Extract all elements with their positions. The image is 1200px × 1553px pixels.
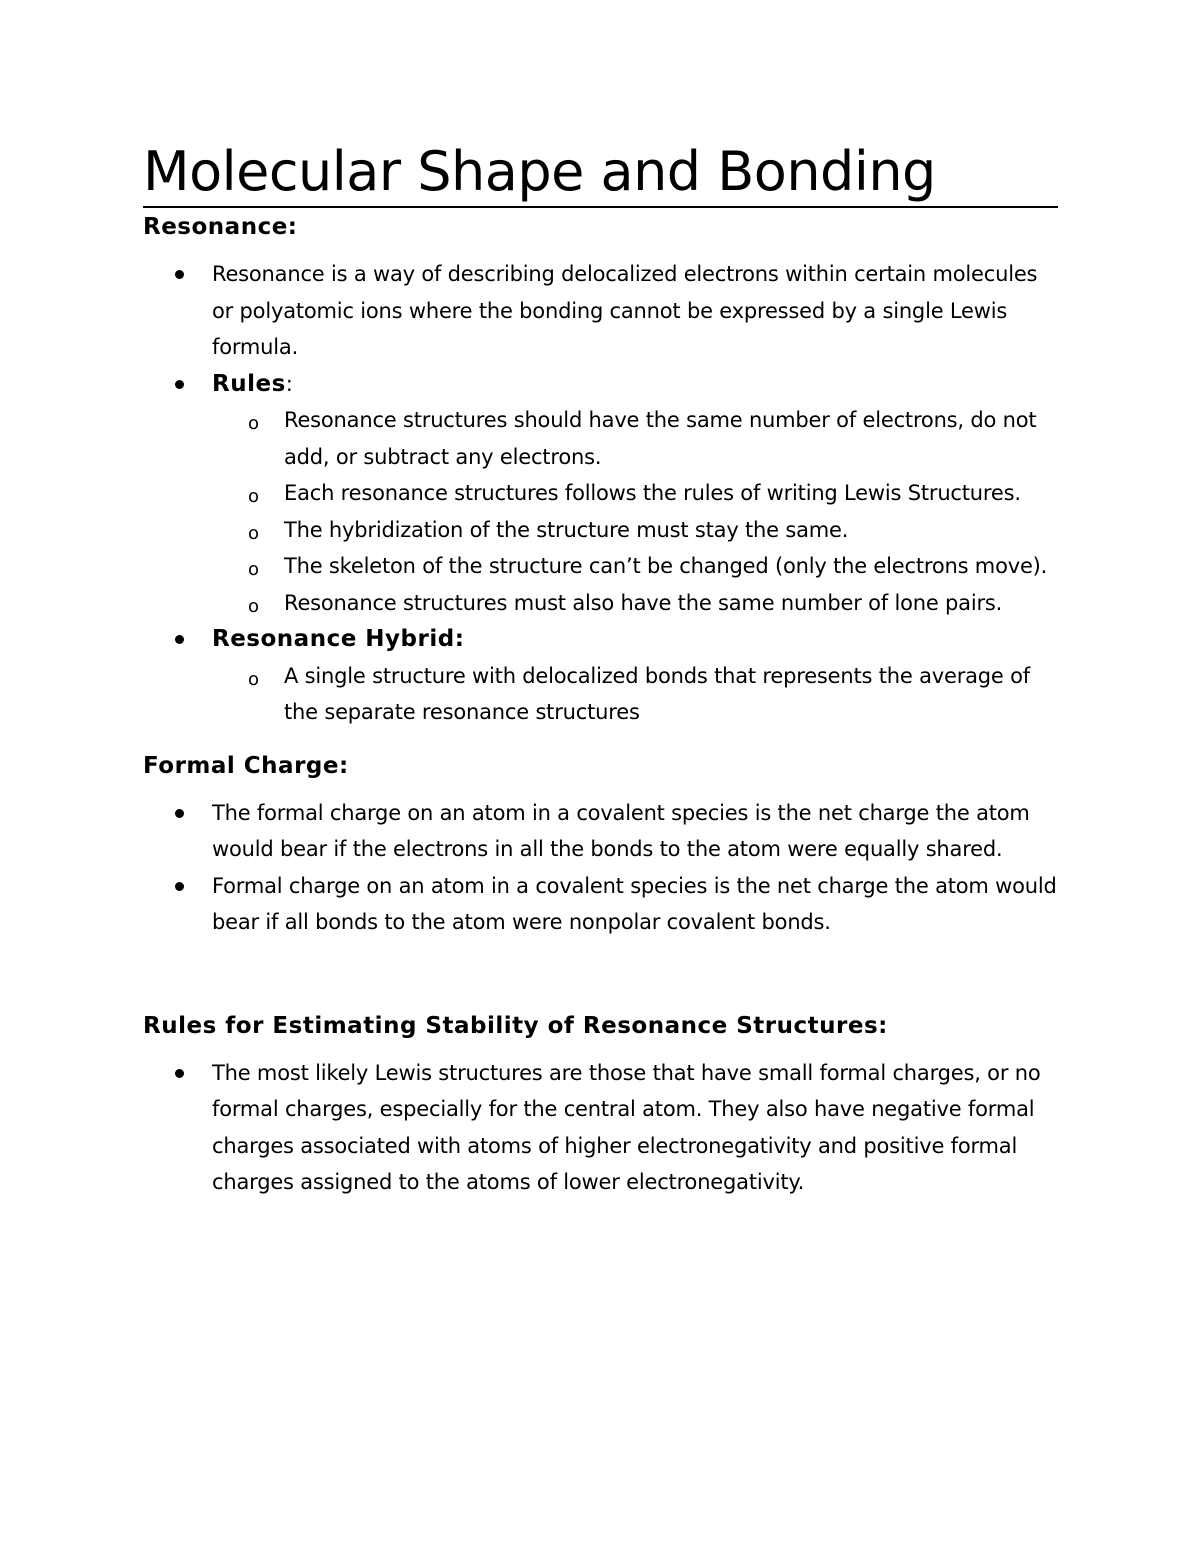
heading-stability-rules: Rules for Estimating Stability of Resonance Structures: <box>143 1012 888 1039</box>
list-item <box>143 366 1058 622</box>
list-item <box>143 795 1058 868</box>
rule-text: Each resonance structures follows the rules of writing Lewis Structures. <box>284 481 1021 505</box>
circle-bullet-icon: o <box>248 486 259 507</box>
formal-charge-list <box>143 795 1058 941</box>
list-item <box>212 548 1058 585</box>
resonance-intro-text: Resonance is a way of describing delocalized electrons within certain molecules or polyatomic ions where the bonding cannot be expressed by a single Lewis formula. <box>212 262 1038 359</box>
list-item <box>212 658 1058 731</box>
rules-sublist <box>212 402 1058 621</box>
circle-bullet-icon: o <box>248 595 259 617</box>
list-item <box>143 868 1058 941</box>
document-page <box>143 140 1058 1201</box>
page-title: Molecular Shape and Bonding <box>143 140 1058 208</box>
circle-bullet-icon: o <box>248 413 259 434</box>
circle-bullet-icon: o <box>248 522 259 544</box>
hybrid-sublist <box>212 658 1058 731</box>
rule-text: The hybridization of the structure must stay the same. <box>284 517 849 542</box>
circle-bullet-icon: o <box>248 559 259 580</box>
rule-text: Resonance structures must also have the same number of lone pairs. <box>284 590 1003 615</box>
formal-charge-text: The formal charge on an atom in a covalent species is the net charge the atom would bear if the electrons in all the bonds to the atom were equally shared. <box>212 800 1030 861</box>
rules-colon: : <box>285 371 293 396</box>
rule-text: The skeleton of the structure can’t be changed (only the electrons move). <box>284 554 1048 578</box>
list-item <box>212 585 1058 622</box>
bullet-icon <box>175 1069 184 1078</box>
hybrid-text: A single structure with delocalized bonds that represents the average of the separate resonance structures <box>284 663 1030 724</box>
bullet-icon <box>175 270 184 279</box>
list-item <box>143 621 1058 731</box>
rules-label: Rules <box>212 370 286 397</box>
list-item <box>143 256 1058 366</box>
rule-text: Resonance structures should have the same number of electrons, do not add, or subtract any electrons. <box>284 408 1037 469</box>
heading-formal-charge: Formal Charge: <box>143 752 349 779</box>
bullet-icon <box>175 809 184 818</box>
list-item <box>143 1055 1058 1201</box>
heading-resonance: Resonance: <box>143 214 298 240</box>
stability-list <box>143 1055 1058 1201</box>
list-item <box>212 402 1058 475</box>
list-item <box>212 475 1058 512</box>
bullet-icon <box>175 380 184 389</box>
bullet-icon <box>175 882 184 891</box>
list-item <box>212 512 1058 549</box>
stability-text: The most likely Lewis structures are those that have small formal charges, or no formal charges, especially for the central atom. They also have negative formal charges associated with atoms of higher electronegativity and positive formal charges assigned to the atoms of lower electronegativity. <box>212 1060 1041 1194</box>
bullet-icon <box>175 635 184 644</box>
resonance-hybrid-label: Resonance Hybrid: <box>212 626 465 652</box>
circle-bullet-icon: o <box>248 668 259 690</box>
resonance-list <box>143 256 1058 731</box>
formal-charge-text: Formal charge on an atom in a covalent species is the net charge the atom would bear if all bonds to the atom were nonpolar covalent bonds. <box>212 873 1057 934</box>
